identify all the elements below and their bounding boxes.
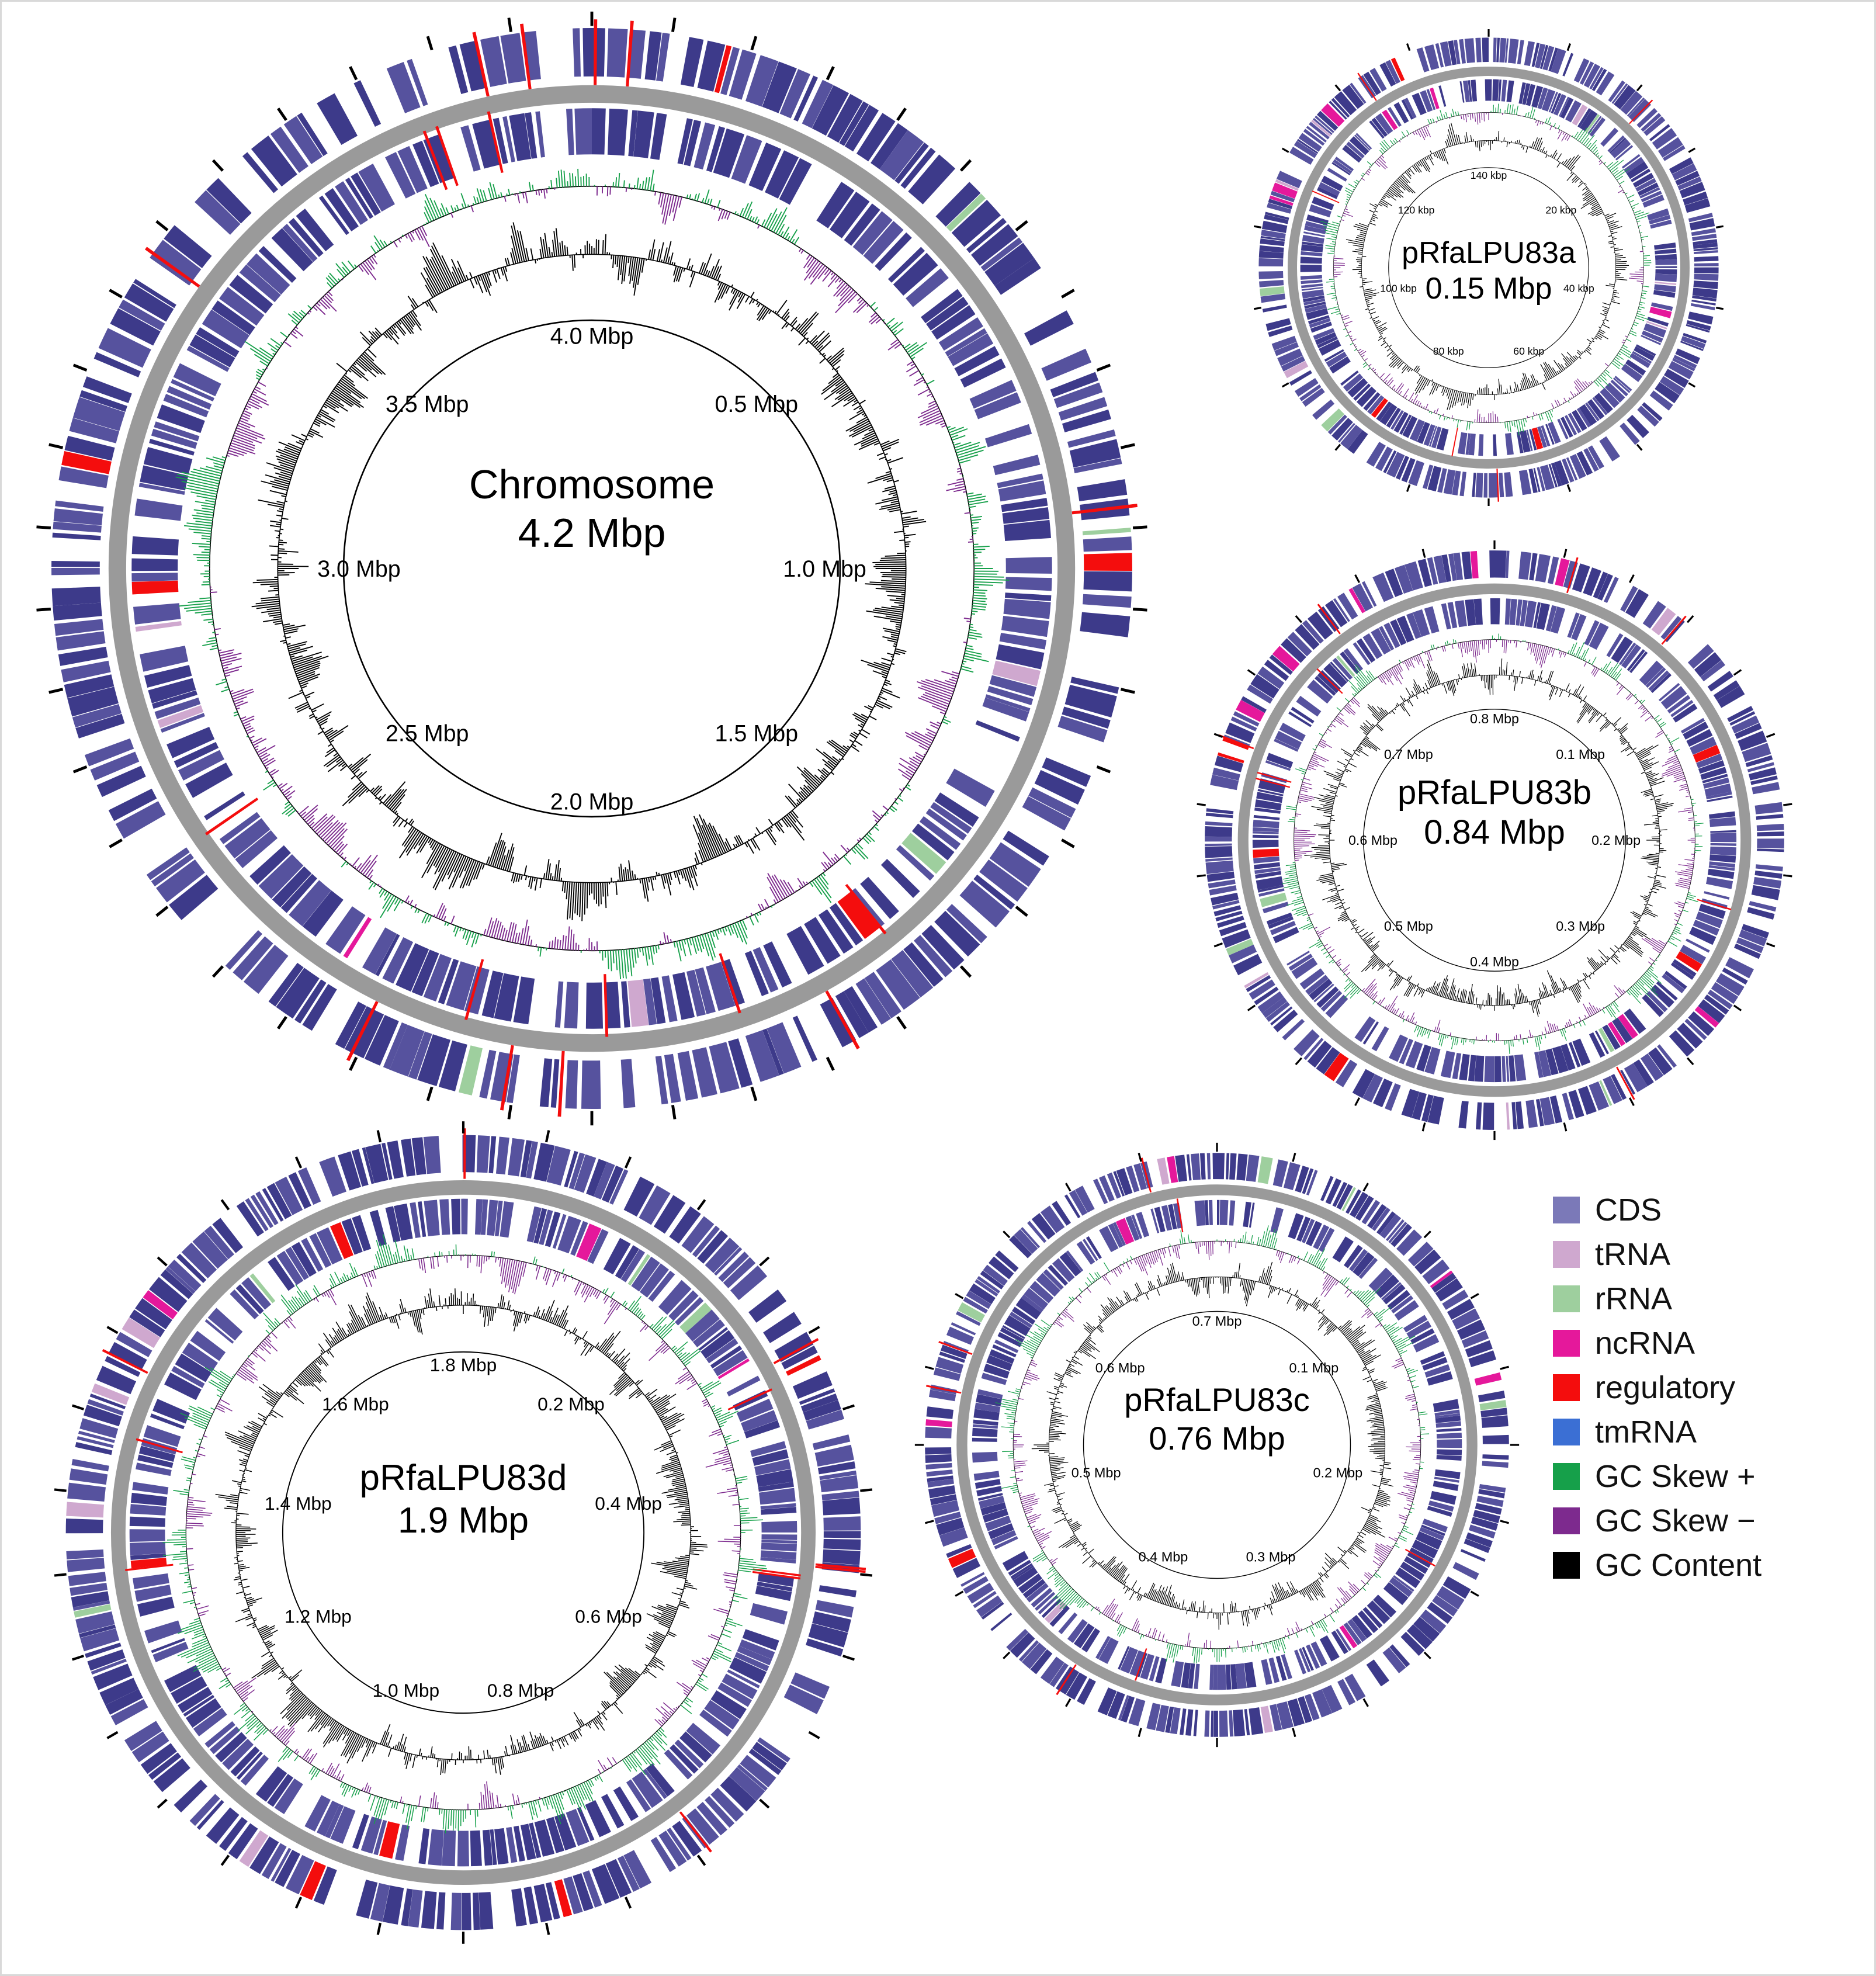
legend-swatch <box>1553 1197 1580 1223</box>
legend-label: GC Skew + <box>1595 1459 1756 1494</box>
pRfaLPU83a-circles <box>1255 34 1722 501</box>
tick-label: 0.6 Mbp <box>1095 1360 1145 1375</box>
legend-item <box>1553 1543 1857 1587</box>
legend-label: GC Content <box>1595 1548 1762 1583</box>
tick-label: 0.1 Mbp <box>1289 1360 1339 1375</box>
pRfaLPU83a-size: 0.15 Mbp <box>1425 272 1552 306</box>
tick-label: 1.0 Mbp <box>372 1679 440 1701</box>
tick-label: 1.0 Mbp <box>783 556 866 582</box>
pRfaLPU83b-size: 0.84 Mbp <box>1424 813 1565 852</box>
tick-label-group <box>1071 1313 1362 1564</box>
tick-label: 0.2 Mbp <box>1313 1465 1363 1481</box>
tick-label: 0.7 Mbp <box>1192 1313 1242 1329</box>
tick-marks <box>1197 540 1792 1140</box>
legend-item <box>1553 1454 1857 1499</box>
tick-label: 1.8 Mbp <box>429 1354 497 1376</box>
tick-label: 2.5 Mbp <box>385 720 469 747</box>
backbone-ring <box>118 1187 808 1877</box>
legend-item <box>1553 1232 1857 1277</box>
tick-label-group <box>1380 169 1594 357</box>
legend-swatch <box>1553 1374 1580 1401</box>
histogram-ring <box>176 169 1010 979</box>
legend-item <box>1553 1321 1857 1365</box>
tick-label: 0.2 Mbp <box>538 1393 605 1415</box>
genome-map-pRfaLPU83c <box>919 1147 1515 1743</box>
chromosome-circles <box>43 19 1141 1118</box>
tick-label: 1.5 Mbp <box>715 720 799 747</box>
tick-label: 100 kbp <box>1380 282 1417 294</box>
tick-label-group <box>1348 711 1641 969</box>
tick-label: 140 kbp <box>1470 169 1507 181</box>
tick-label: 0.3 Mbp <box>1556 918 1605 934</box>
legend-swatch <box>1553 1552 1580 1579</box>
legend-label: ncRNA <box>1595 1326 1695 1361</box>
legend-item <box>1553 1277 1857 1321</box>
cds-ring <box>125 1199 801 1867</box>
pRfaLPU83b-name: pRfaLPU83b <box>1397 774 1592 812</box>
legend-swatch <box>1553 1463 1580 1490</box>
legend <box>1553 1188 1857 1587</box>
tick-label: 20 kbp <box>1545 204 1577 216</box>
tick-label: 4.0 Mbp <box>550 323 634 349</box>
legend-swatch <box>1553 1507 1580 1534</box>
legend-label: CDS <box>1595 1192 1662 1228</box>
tick-label: 1.2 Mbp <box>285 1606 352 1627</box>
legend-label: tRNA <box>1595 1237 1671 1272</box>
backbone-ring <box>117 94 1066 1043</box>
chromosome-name: Chromosome <box>469 462 715 507</box>
legend-label: rRNA <box>1595 1281 1672 1316</box>
pRfaLPU83c-name: pRfaLPU83c <box>1124 1381 1310 1418</box>
pRfaLPU83d-circles <box>60 1129 866 1936</box>
legend-swatch <box>1553 1419 1580 1445</box>
legend-label: GC Skew − <box>1595 1503 1756 1538</box>
tick-label: 0.4 Mbp <box>1138 1549 1188 1565</box>
chromosome-size: 4.2 Mbp <box>518 509 666 556</box>
histogram-ring <box>996 1225 1429 1663</box>
tick-label: 120 kbp <box>1398 204 1435 216</box>
tick-label: 0.3 Mbp <box>1246 1549 1296 1565</box>
pRfaLPU83d-size: 1.9 Mbp <box>397 1500 529 1541</box>
legend-item <box>1553 1365 1857 1410</box>
tick-label: 3.5 Mbp <box>385 391 469 417</box>
tick-label: 0.6 Mbp <box>1348 833 1398 848</box>
legend-item <box>1553 1410 1857 1454</box>
tick-label: 0.4 Mbp <box>1470 954 1519 970</box>
genome-map-pRfaLPU83d <box>60 1129 866 1936</box>
pRfaLPU83d-name: pRfaLPU83d <box>359 1458 567 1498</box>
tick-label: 0.5 Mbp <box>1071 1465 1121 1481</box>
tick-label: 2.0 Mbp <box>550 789 634 815</box>
pRfaLPU83a-name: pRfaLPU83a <box>1402 236 1576 270</box>
tick-label: 60 kbp <box>1513 345 1545 357</box>
pRfaLPU83b-circles <box>1199 545 1790 1135</box>
tick-label: 3.0 Mbp <box>317 556 401 582</box>
genome-map-pRfaLPU83b <box>1199 545 1790 1135</box>
cds-ring <box>1205 550 1784 1130</box>
tick-label-group <box>317 323 866 814</box>
tick-label: 0.1 Mbp <box>1556 747 1605 762</box>
legend-item <box>1553 1499 1857 1543</box>
tick-label: 0.8 Mbp <box>1470 711 1519 727</box>
genome-map-chromosome <box>43 19 1141 1118</box>
tick-label: 0.7 Mbp <box>1383 747 1433 762</box>
legend-item <box>1553 1188 1857 1232</box>
tick-label: 0.6 Mbp <box>575 1606 642 1627</box>
legend-swatch <box>1553 1241 1580 1268</box>
backbone-ring <box>1243 589 1746 1092</box>
legend-label: tmRNA <box>1595 1415 1697 1450</box>
pRfaLPU83c-size: 0.76 Mbp <box>1149 1420 1285 1457</box>
tick-label: 0.4 Mbp <box>595 1493 662 1514</box>
legend-swatch <box>1553 1330 1580 1357</box>
tick-label: 80 kbp <box>1433 345 1464 357</box>
legend-label: regulatory <box>1595 1370 1736 1405</box>
pRfaLPU83c-circles <box>919 1147 1515 1743</box>
legend-swatch <box>1553 1285 1580 1312</box>
tick-label: 40 kbp <box>1563 282 1594 294</box>
tick-label: 0.5 Mbp <box>715 391 799 417</box>
tick-label: 0.8 Mbp <box>487 1679 554 1701</box>
cds-ring <box>1258 37 1718 501</box>
tick-label: 1.6 Mbp <box>322 1393 389 1415</box>
tick-label: 1.4 Mbp <box>265 1493 332 1514</box>
genome-map-pRfaLPU83a <box>1255 34 1722 501</box>
tick-label: 0.2 Mbp <box>1591 833 1641 848</box>
tick-label-group <box>265 1354 662 1701</box>
tick-label: 0.5 Mbp <box>1383 918 1433 934</box>
